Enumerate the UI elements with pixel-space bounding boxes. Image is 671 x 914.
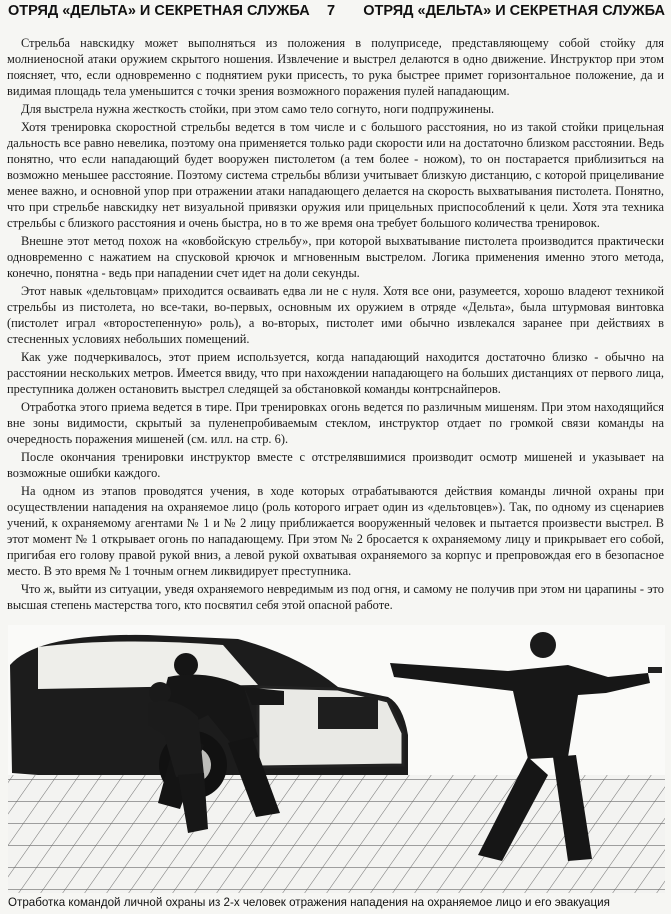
paragraph: После окончания тренировки инструктор вместе с отстрелявшимися производит осмотр мишеней и указывает на возможные ошибки каждого.: [7, 450, 664, 480]
paragraph: На одном из этапов проводятся учения, в ходе которых отрабатываются действия команды личной охраны при осуществлении нападения на охраняемое лицо (роль которого играет один из «дельтовцев»). Так, по одному из сценариев учений, к охраняемому агентами № 1 и № 2 лицу приближается вооруженный человек и пытается произвести выстрел. В этот момент № 1 открывает огонь по нападающему. При этом № 2 бросается к охраняемому лицу и прикрывает его собой, пригибая его голову правой рукой вниз, а левой рукой охватывая охраняемого за корпус и препровождая его в безопасное место. В это время № 1 точным огнем ликвидирует преступника.: [7, 484, 664, 578]
page-number: 7: [327, 3, 336, 19]
car-silhouette: [10, 635, 408, 799]
paragraph: Отработка этого приема ведется в тире. При тренировках огонь ведется по различным мишеням. При этом находящийся вне зоны видимости, скрытый за пуленепробиваемым стеклом, инструктор отдает по громкой связи команды на очередность поражения мишеней (см. илл. на стр. 6).: [7, 400, 664, 446]
article-body: [7, 35, 664, 615]
paragraph: Стрельба навскидку может выполняться из положения в полуприседе, представляющему собой стойку для молниеносной атаки оружием скрытого ношения. Извлечение и выстрел делаются в одно движение. Инструктор при этом поясняет, что, если одновременно с поднятием руки присесть, то рука быстрее примет горизонтальное положение, да и видимая площадь тела уменьшится с точки зрения возможного поражения пулей нападающим.: [7, 36, 664, 98]
paragraph: Хотя тренировка скоростной стрельбы ведется в том числе и с большого расстояния, но из такой стойки прицельная дальность все равно невелика, поэтому она применяется только ради скорости или на достаточно близком расстоянии. Ведь понятно, что если нападающий будет вооружен пистолетом (а тем более - ножом), то он постарается приблизиться на возможно меньшее расстояние. Поэтому система стрельбы вблизи учитывает близкую дистанцию, с которой прицеливание менее важно, и основной упор при отражении атаки нападающего делается на скорость выхватывания пистолета. Понятно, что при стрельбе навскидку нет визуальной привязки оружия или прицельных приспособлений к цели. Хотя эта техника стрельбы с близкого расстояния и очень быстра, но в то же время она требует большого количества тренировок.: [7, 120, 664, 230]
paragraph: Внешне этот метод похож на «ковбойскую стрельбу», при которой выхватывание пистолета производится практически одновременно с нажатием на спусковой крючок и мгновенным выстрелом. Логика применения именно этого метода, конечно, понятна - ведь при нападении счет идет на доли секунды.: [7, 234, 664, 280]
running-header: [0, 0, 671, 22]
paragraph: Для выстрела нужна жесткость стойки, при этом само тело согнуто, ноги подпружинены.: [21, 102, 495, 116]
header-title-right: ОТРЯД «ДЕЛЬТА» И СЕКРЕТНАЯ СЛУЖБА: [363, 3, 665, 19]
paragraph: Что ж, выйти из ситуации, уведя охраняемого невредимым из под огня, и самому не получив при этом ни царапины - это высшая степень мастерства того, кто посвятил себя этой опасной работе.: [7, 582, 664, 612]
figure-caption: Отработка командой личной охраны из 2-х человек отражения нападения на охраняемое лицо и его эвакуация: [8, 896, 610, 909]
paragraph: Этот навык «дельтовцам» приходится осваивать едва ли не с нуля. Хотя все они, разумеется, хорошо владеют техникой стрельбы из пистолета, но все-таки, во-первых, основным их оружием в отряде «Дельта», была штурмовая винтовка (пистолет играл «второстепенную» роль), а во-вторых, пистолет ими обычно извлекался заранее при действиях в стесненных условиях небольших помещений.: [7, 284, 664, 346]
training-photo: [8, 625, 665, 893]
header-title-left: ОТРЯД «ДЕЛЬТА» И СЕКРЕТНАЯ СЛУЖБА: [8, 3, 310, 19]
paragraph: Как уже подчеркивалось, этот прием используется, когда нападающий находится достаточно близко - обычно на расстоянии нескольких метров. Имеется ввиду, что при нахождении нападающего на больших дистанциях от первого лица, преступника должен остановить выстрел следящей за обстановкой команды контрснайперов.: [7, 350, 664, 396]
